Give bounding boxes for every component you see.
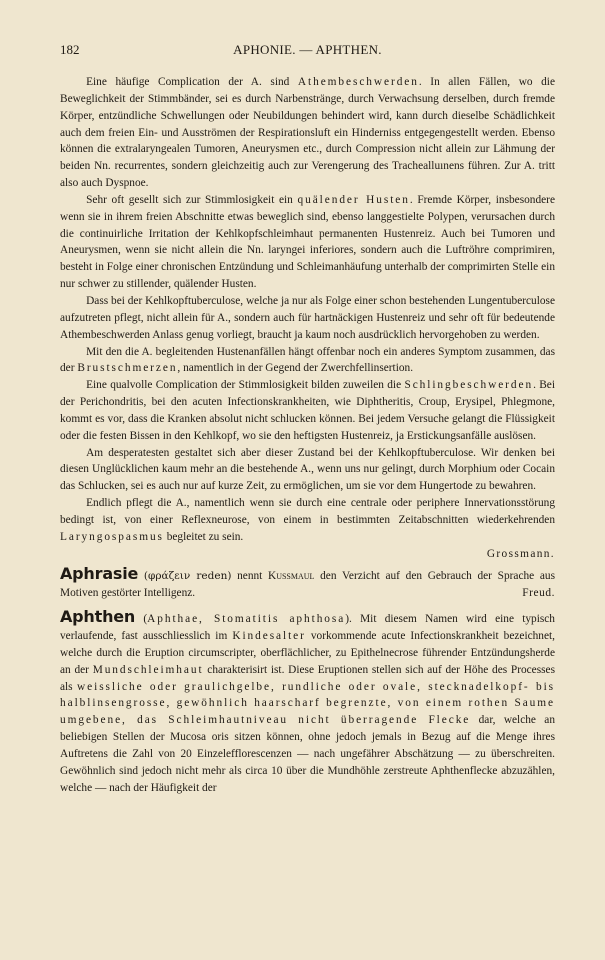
page-number: 182	[60, 42, 80, 57]
page-body	[60, 74, 555, 796]
paragraph-tuberculose: Dass bei der Kehlkopftuberculose, welche ja nur als Folge einer schon bestehenden Lungentuberculose aufzutreten pflegt, nicht allein für A., sondern auch für hartnäckigen Hustenreiz und sehr oft für bedeutende Athembeschwerden Anlass genug vorliegt, braucht ja kaum noch ausdrücklich hervorgehoben zu werden.	[60, 294, 555, 341]
paragraph-husten: Sehr oft gesellt sich zur Stimmlosigkeit ein quälender Husten. Fremde Körper, insbesondere wenn sie in ihrem freien Abschnitte etwas beweglich sind, ebenso langgestielte Polypen, verursachen durch die continuirliche Irritation der Kehlkopfschleimhaut permanenten Hustenreiz. Auch bei Tumoren und Aneurysmen, wenn sie nicht allein die Nn. laryngei inferiores, sondern auch die Luftröhre comprimiren, besteht in Folge einer chronischen Entzündung und Schleimanhäufung unterhalb der comprimirten Stelle ein nur schwer zu stillender, quälender Husten.	[60, 193, 555, 291]
entry-aphthen: Aphthen (Aphthae, Stomatitis aphthosa). Mit diesem Namen wird eine typisch verlaufende, fast ausschliesslich im Kindesalter vorkommende acute Infectionskrankheit bezeichnet, welche durch die Eruption circumscripter, oberflächlicher, zu Epithelnecrose führender Entzündungsherde an der Mundschleimhaut charakterisirt ist. Diese Eruptionen stellen sich auf der Höhe des Processes als weissliche oder graulichgelbe, rundliche oder ovale, stecknadelkopf- bis halblinsengrosse, gewöhnlich haarscharf begrenzte, von einem rothen Saume umgebene, das Schleimhautniveau nicht überragende Flecke dar, welche an beliebigen Stellen der Mucosa oris sitzen können, ohne jedoch jemals in Bezug auf die Menge ihres Auftretens die Zahl von 20 Einzelefflorescenzen — nach ungefährer Abschätzung — zu überschreiten. Gewöhnlich sind jedoch nicht mehr als circa 10 über die Mundhöhle zerstreute Aphthenflecke abzuzählen, welche — nach der Häufigkeit der	[60, 607, 555, 794]
headword-aphthen: Aphthen	[60, 607, 136, 627]
emphasis-term: Schlingbeschwerden	[404, 379, 534, 392]
paragraph-laryngospasmus: Endlich pflegt die A., namentlich wenn sie durch eine centrale oder periphere Innervationsstörung bedingt ist, von einer Reflexneurose, von einem in bestimmten Zeitabschnitten wiederkehrenden Laryngospasmus begleitet zu sein.	[60, 497, 555, 543]
author-signature-grossmann: Grossmann.	[486, 547, 555, 560]
emphasis-term: Athembeschwerden	[297, 76, 419, 88]
emphasis-term: quälender Husten	[297, 193, 410, 206]
headword-aphrasie: Aphrasie	[60, 564, 139, 584]
emphasis-term: Kindesalter	[232, 630, 306, 642]
running-title: APHONIE. — APHTHEN.	[233, 42, 382, 57]
synonyms: Aphthae, Stomatitis aphthosa	[147, 613, 346, 626]
author-signature-freud: Freud.	[522, 587, 555, 600]
emphasis-term: Mundschleimhaut	[92, 663, 204, 676]
paragraph-schlingbeschwerden: Eine qualvolle Complication der Stimmlosigkeit bilden zuweilen die Schlingbeschwerden. Bei der Perichondritis, bei den acuten Infectionskrankheiten, wie Diphtheritis, Croup, Erysipel, Phlegmone, kommt es vor, dass die Kranken absolut nicht schlucken können. Bei jedem Versuche gelangt die Flüssigkeit oder die festen Bissen in den Kehlkopf, wo sie den heftigsten Hustenreiz, ja Erstickungsanfälle auslösen.	[60, 379, 555, 442]
greek-etymology: (φράζειν reden)	[143, 570, 232, 583]
paragraph-brustschmerzen: Mit den die A. begleitenden Hustenanfällen hängt offenbar noch ein anderes Symptom zusammen, das der Brustschmerzen, namentlich in der Gegend der Zwerchfellinsertion.	[60, 345, 555, 375]
emphasis-term: Brustschmerzen	[77, 362, 178, 375]
running-header	[60, 42, 555, 64]
entry-aphrasie: Aphrasie (φράζειν reden) nennt Kussmaul den Verzicht auf den Gebrauch der Sprache aus Motiven gestörter Intelligenz. Freud.	[60, 566, 555, 602]
paragraph-athembeschwerden: Eine häufige Complication der A. sind Athembeschwerden. In allen Fällen, wo die Beweglichkeit der Stimmbänder, sei es durch Narbenstränge, durch Verwachsung derselben, durch fremde Körper, entzündliche Schwellungen oder Neubildungen behindert wird, kann durch dieselbe Schädlichkeit auch dem freien Ein- und Ausströmen der Respirationsluft ein Hinderniss entgegengestellt werden. Ebenso können die extralaryngealen Tumoren, Aneurysmen etc., durch Compression nicht allein zur Lähmung der beiden Nn. recurrentes, sondern gleichzeitig auch zur Verengerung des Trachealluınens führen. Zur A. tritt also auch Dyspnoe.	[60, 76, 555, 190]
paragraph-kehlkopftuberculose: Am desperatesten gestaltet sich aber dieser Zustand bei der Kehlkopftuberculose. Wir denken bei diesen Unglücklichen kaum mehr an die bestehende A., wenn uns nur gelingt, durch Morphium oder Cocain das Schlucken, sei es auch nur auf kurze Zeit, zu ermöglichen, um sie vor dem Hungertode zu bewahren.	[60, 446, 555, 493]
emphasis-description: weissliche oder graulichgelbe, rundliche oder ovale, stecknadelkopf- bis halblinsengrosse, gewöhnlich haarscharf begrenzte, von einem rothen Saume umgebene, das Schleimhautniveau nicht überragende Flecke	[60, 680, 555, 727]
emphasis-term: Laryngospasmus	[60, 530, 164, 543]
author-reference: Kussmaul	[268, 570, 315, 583]
